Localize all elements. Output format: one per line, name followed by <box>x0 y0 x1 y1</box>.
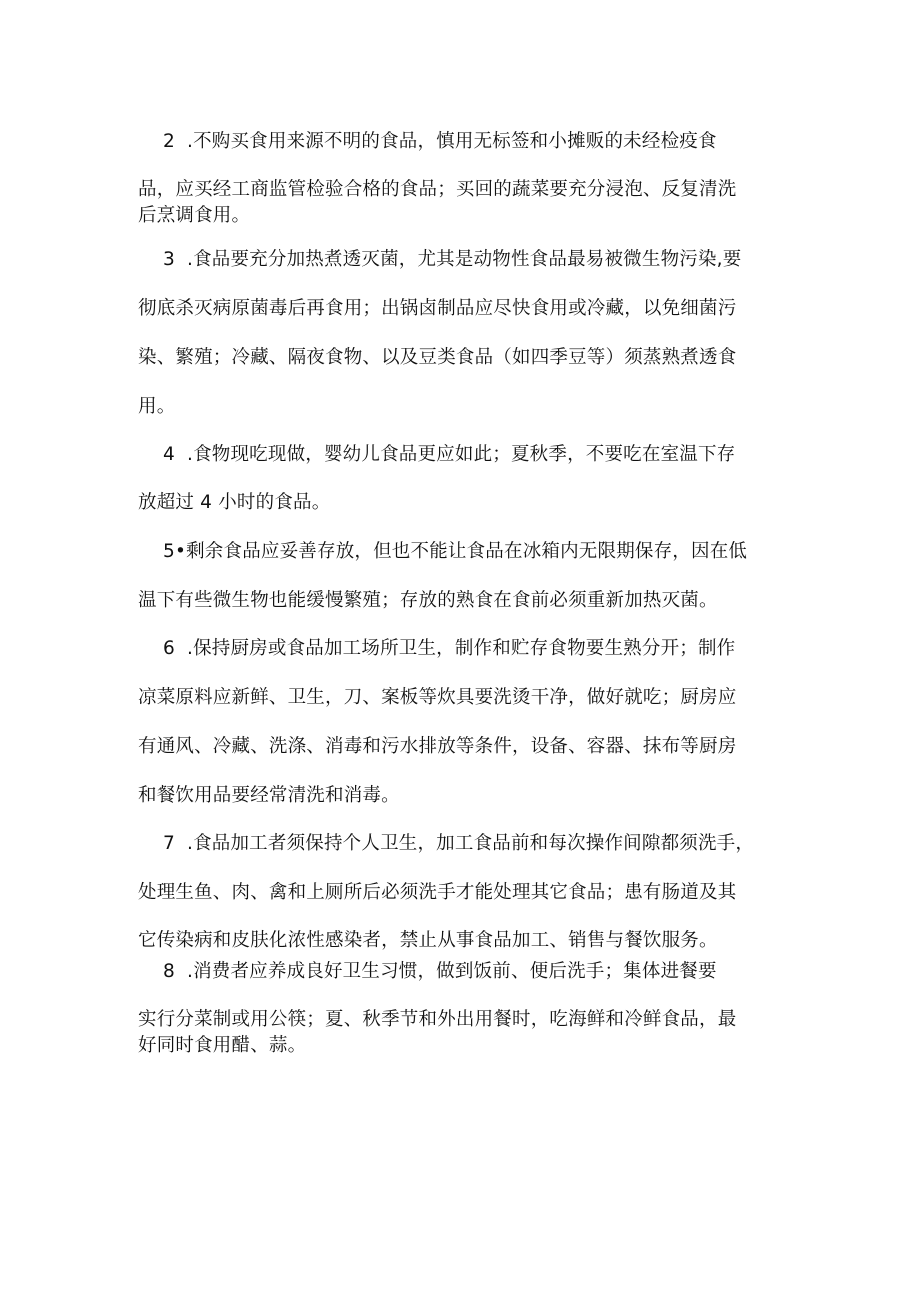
paragraph-text: 剩余食品应妥善存放，但也不能让食品在冰箱内无限期保存，因在低 <box>186 541 748 562</box>
paragraph-2-line-1 <box>163 130 798 154</box>
paragraph-7-line-2: 处理生鱼、肉、禽和上厕所后必须洗手才能处理其它食品；患有肠道及其 <box>138 882 737 903</box>
paragraph-3-line-2: 彻底杀灭病原菌毒后再食用；出锅卤制品应尽快食用或冷藏，以免细菌污 <box>138 298 737 319</box>
paragraph-text: .食品加工者须保持个人卫生，加工食品前和每次操作间隙都须洗手， <box>186 833 755 854</box>
paragraph-3-line-4: 用。 <box>138 396 176 417</box>
paragraph-text: .食物现吃现做，婴幼儿食品更应如此；夏秋季，不要吃在室温下存 <box>186 444 736 465</box>
item-number: 7 <box>163 833 175 854</box>
item-number: 3 <box>163 249 175 270</box>
paragraph-6-line-4: 和餐饮用品要经常清洗和消毒。 <box>138 785 400 806</box>
paragraph-3-line-3: 染、繁殖；冷藏、隔夜食物、以及豆类食品（如四季豆等）须蒸熟煮透食 <box>138 347 737 368</box>
paragraph-text: .消费者应养成良好卫生习惯，做到饭前、便后洗手；集体进餐要 <box>186 961 717 982</box>
item-number: 5• <box>163 541 187 562</box>
paragraph-5-line-2: 温下有些微生物也能缓慢繁殖；存放的熟食在食前必须重新加热灭菌。 <box>138 590 718 611</box>
paragraph-text: .食品要充分加热煮透灭菌，尤其是动物性食品最易被微生物污染,要 <box>186 249 742 270</box>
paragraph-4-line-1 <box>163 443 798 467</box>
paragraph-6-line-1 <box>163 637 798 661</box>
paragraph-text: .保持厨房或食品加工场所卫生，制作和贮存食物要生熟分开；制作 <box>186 638 736 659</box>
paragraph-6-line-2: 凉菜原料应新鲜、卫生，刀、案板等炊具要洗烫干净，做好就吃；厨房应 <box>138 687 737 708</box>
paragraph-5-line-1 <box>163 540 798 564</box>
paragraph-6-line-3: 有通风、冷藏、洗涤、消毒和污水排放等条件，设备、容器、抹布等厨房 <box>138 736 737 757</box>
paragraph-8-line-3: 好同时食用醋、蒜。 <box>138 1035 307 1056</box>
paragraph-2-line-3: 后烹调食用。 <box>138 205 251 226</box>
item-number: 8 <box>163 961 175 982</box>
item-number: 6 <box>163 638 175 659</box>
paragraph-8-line-2: 实行分菜制或用公筷；夏、秋季节和外出用餐时，吃海鲜和冷鲜食品，最 <box>138 1009 737 1030</box>
paragraph-7-line-1 <box>163 832 798 856</box>
paragraph-4-line-2: 放超过 4 小时的食品。 <box>138 492 331 513</box>
paragraph-7-line-3: 它传染病和皮肤化浓性感染者，禁止从事食品加工、销售与餐饮服务。 <box>138 930 718 951</box>
paragraph-2-line-2: 品，应买经工商监管检验合格的食品；买回的蔬菜要充分浸泡、反复清洗 <box>138 179 737 200</box>
item-number: 2 <box>163 131 175 152</box>
item-number: 4 <box>163 444 175 465</box>
paragraph-text: .不购买食用来源不明的食品，慎用无标签和小摊贩的未经检疫食 <box>186 131 717 152</box>
paragraph-8-line-1 <box>163 960 798 984</box>
paragraph-3-line-1 <box>163 248 798 272</box>
